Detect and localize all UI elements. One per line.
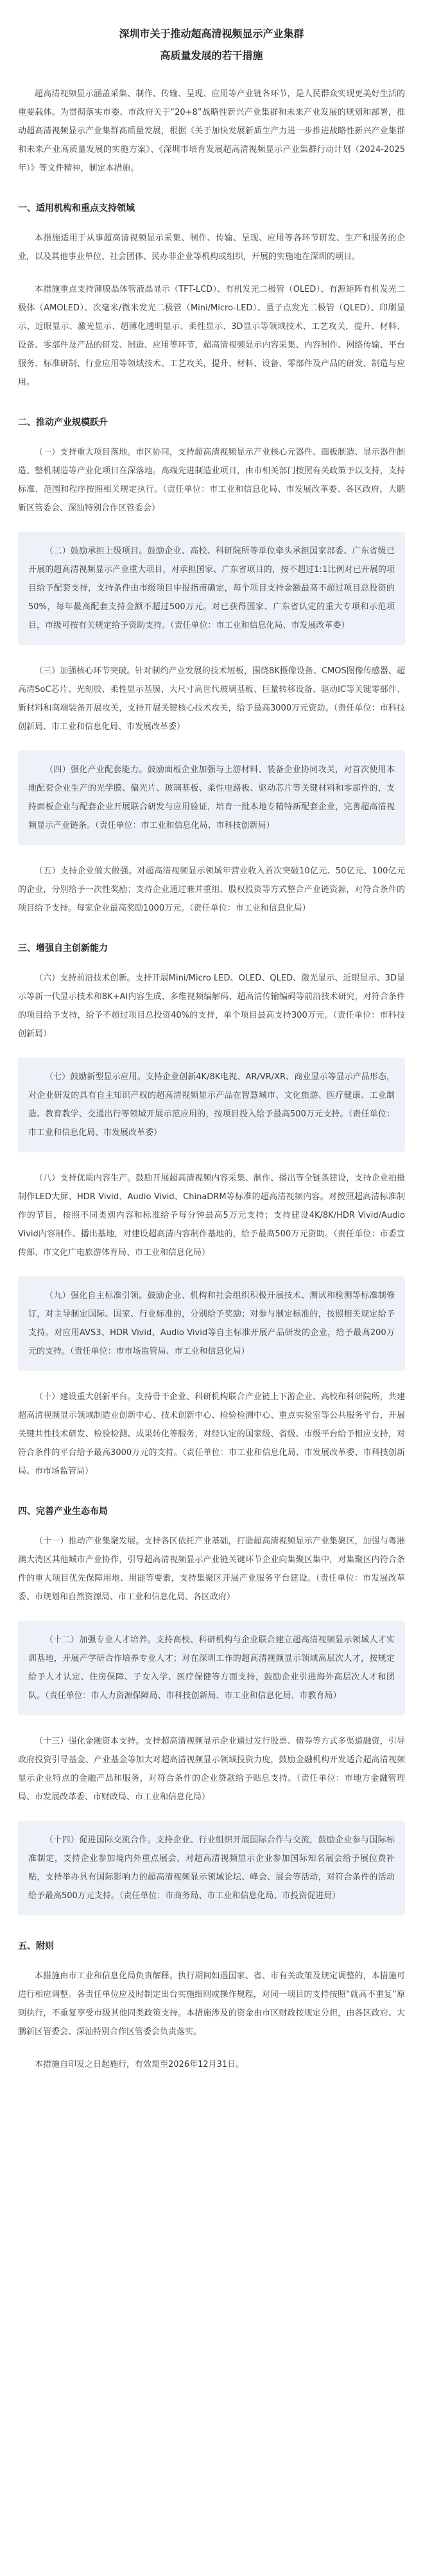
paragraph: （十四）促进国际交流合作。支持企业、行业组织开展国际合作与交流，鼓励企业参与国际标准制定，支持企业参加境内外重点展会，对超高清视频显示企业参加国际知名展会给予展位费补贴，支持举办具有国际影响力的超高清视频显示领域论坛、峰会、展会等活动，对符合条件的活动给予最高500万元支持。（责任单位：市商务局、市工业和信息化局、市投资促进局）: [28, 1835, 395, 1901]
paragraph: （十三）强化金融资本支持。支持超高清视频显示企业通过发行股票、债券等方式多渠道融资，引导政府投资引导基金、产业基金等加大对超高清视频显示领域投资力度，鼓励金融机构开发适合超高清视频显示企业特点的金融产品和服务，对符合条件的企业贷款给予贴息支持。（责任单位：市地方金融管理局、市发展改革委、市财政局、市工业和信息化局）: [18, 1737, 405, 1802]
paragraph: （十）建设重大创新平台。支持骨干企业、科研机构联合产业链上下游企业、高校和科研院所，共建超高清视频显示领域制造业创新中心、技术创新中心、检验检测中心、重点实验室等公共服务平台，开展关键共性技术研发、检验检测、成果转化等服务，对经认定的国家级、省级、市级平台给予相应支持，对符合条件的平台给予最高3000万元的支持。（责任单位：市工业和信息化局、市发展改革委、市科技创新局、市市场监管局）: [18, 1392, 405, 1476]
paragraph: 本措施由市工业和信息化局负责解释。执行期间如遇国家、省、市有关政策及规定调整的，本措施可进行相应调整。各责任单位应及时制定出台实施细则或操作规程，对同一项目的支持按照“就高不重复”原则执行，不重复享受市级其他同类政策支持。本措施涉及的资金由市区财政按规定分担，由各区政府、大鹏新区管委会、深汕特别合作区管委会负责落实。: [18, 1971, 405, 2037]
paragraph: （十一）推动产业集聚发展。支持各区依托产业基础，打造超高清视频显示产业集聚区，加强与粤港澳大湾区其他城市产业协作，引导超高清视频显示产业链关键环节企业向集聚区集中，对集聚区内符合条件的重大项目优先保障用地、用能等要素，支持集聚区开展产业服务平台建设。（责任单位：市发展改革委、市规划和自然资源局、市工业和信息化局、各区政府）: [18, 1536, 405, 1602]
highlighted-block: [18, 532, 405, 645]
paragraph: （八）支持优质内容生产。鼓励开展超高清视频内容采集、制作、播出等全链条建设，支持企业拍摄制作LED大屏、HDR Vivid、Audio Vivid、ChinaDRM等标准的超高清视频内容。对按照超高清标准制作的节目，按照不同类别内容和标准给予每分钟最高5万元支持；支持建设4K/8K/HDR Vivid/Audio Vivid内容制作、播出基地，对建设超高清内容制作基地的，给予最高500万元资助。（责任单位：市委宣传部、市文化广电旅游体育局、市工业和信息化局）: [18, 1174, 405, 1258]
section-heading: 五、附则: [18, 1941, 54, 1951]
highlighted-block: [18, 750, 405, 845]
section-1: [18, 199, 405, 392]
paragraph: （五）支持企业做大做强。对超高清视频显示领域年营业收入首次突破10亿元、50亿元、100亿元的企业，分别给予一次性奖励；支持企业通过兼并重组、股权投资等方式整合产业链资源，对符合条件的项目给予支持。每家企业最高奖励1000万元。（责任单位：市工业和信息化局）: [18, 866, 405, 913]
section-2: [18, 414, 405, 918]
section-heading: 三、增强自主创新能力: [18, 943, 108, 954]
paragraph: 本措施重点支持薄膜晶体管液晶显示（TFT-LCD）、有机发光二极管（OLED）、有源矩阵有机发光二极体（AMOLED）、次毫米/微米发光二极管（Mini/Micro-LED）、量子点发光二极管（QLED）、印刷显示、近眼显示、激光显示、超薄化透明显示、柔性显示、3D显示等领域技术、工艺攻关，提升、材料、设备、零部件及产品的研发、制造、应用等环节，超高清视频显示内容采集、内容制作、网络传输、平台服务、标准研制、行业应用等领域技术、工艺攻关，提升、材料、设备、零部件及产品的研发、制造与应用。: [18, 285, 405, 387]
section-5: [18, 1937, 405, 2074]
paragraph: （一）支持重大项目落地。市区协同，支持超高清视频显示产业核心元器件、面板制造、显示器件制造、整机制造等产业化项目在深落地。高端先进制造业项目，由市相关部门按照有关政策予以支持，支持标准、范围和程序按照相关规定执行。（责任单位：市工业和信息化局、市发展改革委、各区政府，大鹏新区管委会、深汕特别合作区管委会）: [18, 448, 405, 513]
section-heading: 二、推动产业规模跃升: [18, 417, 108, 428]
section-3: [18, 939, 405, 1481]
paragraph: （二）鼓励承担上级项目。鼓励企业、高校、科研院所等单位牵头承担国家部委、广东省级已开展的超高清视频显示产业重大项目，对承担国家、广东省项目的，按不超过1:1比例对已开展的项目给予配套支持，支持条件由市级项目申报指南确定，每个项目支持金额最高不超过项目总投资的50%，每年最高配套支持金额不超过500万元。对已获得国家、广东省认定的重大专项和示范项目，市级可按有关规定给予资助支持。（责任单位：市工业和信息化局、市发展改革委）: [28, 546, 395, 630]
intro-paragraph: 超高清视频显示涵盖采集、制作、传输、呈现、应用等产业链各环节，是人民群众实现更美好生活的重要载体。为贯彻落实市委、市政府关于“20+8”战略性新兴产业集群和未来产业发展的规划和部署，推动超高清视频显示产业集群高质量发展，根据《关于加快发展新质生产力进一步推进战略性新兴产业集群和未来产业高质量发展的实施方案》、《深圳市培育发展超高清视频显示产业集群行动计划（2024-2025年）》等文件精神，制定本措施。: [18, 89, 405, 173]
title-block: [18, 24, 405, 65]
paragraph: 本措施自印发之日起施行，有效期至2026年12月31日。: [35, 2060, 245, 2069]
paragraph: 本措施适用于从事超高清视频显示采集、制作、传输、呈现、应用等各环节研发、生产和服务的企业，以及其他事业单位、社会团体、民办非企业等机构或组织，开展的实施地在深圳的项目。: [18, 233, 405, 262]
document-title-line-2: 高质量发展的若干措施: [160, 49, 263, 62]
paragraph: （四）强化产业配套能力。鼓励面板企业加强与上游材料、装备企业协同攻关，对首次使用本地配套企业生产的光学膜、偏光片、玻璃基板、柔性电路板、驱动芯片等关键材料和零部件的，支持面板企业与配套企业开展联合研发与应用验证，培育一批本地专精特新配套企业，完善超高清视频显示产业链条。（责任单位：市工业和信息化局、市科技创新局）: [28, 765, 395, 830]
paragraph: （九）强化自主标准引领。鼓励企业、机构和社会组织积极开展技术、测试和检测等标准制修订，对主导制定国际、国家、行业标准的，分别给予奖励；对参与制定标准的，按照相关规定给予支持。对应用AVS3、HDR Vivid、Audio Vivid等自主标准开展产品研发的企业，给予最高200万元的支持。（责任单位：市市场监管局、市工业和信息化局）: [28, 1291, 395, 1356]
highlighted-block: [18, 1057, 405, 1152]
highlighted-block: [18, 1621, 405, 1715]
section-4: [18, 1503, 405, 1915]
section-heading: 一、适用机构和重点支持领域: [18, 203, 135, 214]
paragraph: （三）加强核心环节突破。针对制约产业发展的技术短板，围绕8K摄像设备、CMOS图像传感器、超高清SoC芯片、光刻胶、柔性显示基膜、大尺寸高世代玻璃基板、巨量转移设备、驱动IC等关键零部件、新材料和高端装备开展攻关，支持开展关键核心技术攻关，给予最高3000万元资助。（责任单位：市科技创新局、市工业和信息化局、市发展改革委）: [18, 666, 405, 732]
highlighted-block: [18, 1276, 405, 1371]
paragraph: （十二）加强专业人才培养。支持高校、科研机构与企业联合建立超高清视频显示领域人才实训基地，开展产学研合作培养专业人才；对在深圳工作的超高清视频显示领域高层次人才，按规定给予人才认定、住房保障、子女入学、医疗保健等方面支持，鼓励企业引进海外高层次人才和团队。（责任单位：市人力资源保障局、市科技创新局、市工业和信息化局、市教育局）: [28, 1635, 395, 1701]
paragraph: （七）鼓励新型显示应用。支持企业创新4K/8K电视、AR/VR/XR、商业显示等显示产品形态，对企业研发的具有自主知识产权的超高清视频显示产品在智慧城市、文化旅游、医疗健康、工业制造、教育教学、交通出行等领域开展示范应用的，按项目投入给予最高500万元支持。（责任单位：市工业和信息化局、市发展改革委）: [28, 1072, 395, 1138]
highlighted-block: [18, 1821, 405, 1915]
paragraph: （六）支持前沿技术创新。支持开展Mini/Micro LED、OLED、QLED、激光显示、近眼显示、3D显示等新一代显示技术和8K+AI内容生成、多维视频编解码、超高清传输编码等前沿技术研究，对符合条件的项目给予支持，给予不超过项目总投资40%的支持，单个项目最高支持300万元。（责任单位：市科技创新局）: [18, 973, 405, 1039]
section-heading: 四、完善产业生态布局: [18, 1506, 108, 1517]
document-title-line-1: 深圳市关于推动超高清视频显示产业集群: [119, 28, 304, 40]
